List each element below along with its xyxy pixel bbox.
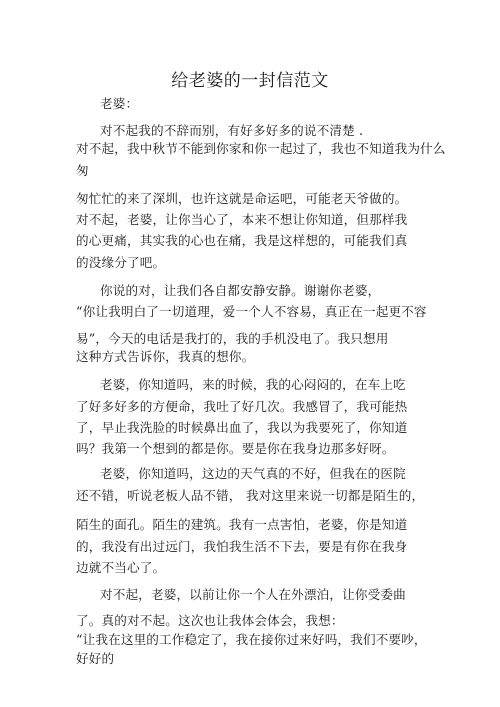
body-line-12: 老婆，你知道吗，来的时候，我的心闷闷的，在车上吃 [100, 377, 406, 392]
body-line-2: 对不起，我中秋节不能到你家和你一起过了，我也不知道我为什么 [76, 141, 446, 156]
document-title: 给老婆的一封信范文 [171, 71, 329, 91]
body-line-17: 还不错，听说老板人品不错， 我对这里来说一切都是陌生的， [76, 488, 425, 503]
body-line-18: 陌生的面孔。陌生的建筑。我有一点害怕，老婆，你是知道 [76, 517, 408, 532]
body-line-9: “你让我明白了一切道理，爱一个人不容易，真正在一起更不容 [76, 304, 427, 319]
body-line-7: 的没缘分了吧。 [76, 255, 166, 270]
body-line-3: 匆 [76, 163, 89, 178]
body-line-19: 的，我没有出过远门，我怕我生活不下去，要是有你在我身 [76, 539, 408, 554]
body-line-10: 易”，今天的电话是我打的，我的手机没电了。我只想用 [76, 331, 389, 346]
body-line-21: 对不起，老婆，以前让你一个人在外漂泊，让你受委曲 [100, 587, 406, 602]
body-line-24: 好好的 [76, 651, 115, 666]
body-line-22: 了。真的对不起。这次也让我体会体会，我想： [76, 613, 344, 628]
body-line-14: 了，早止我洗脸的时候鼻出血了，我以为我要死了，你知道 [76, 420, 408, 435]
body-line-5: 对不起，老婆，让你当心了，本来不想让你知道，但那样我 [76, 212, 408, 227]
body-line-11: 这种方式告诉你，我真的想你。 [76, 349, 255, 364]
salutation: 老婆： [100, 96, 139, 111]
body-line-15: 吗？我第一个想到的都是你。要是你在我身边那多好呀。 [76, 441, 395, 456]
body-line-4: 匆忙忙的来了深圳，也许这就是命运吧，可能老天爷做的。 [76, 191, 408, 206]
body-line-16: 老婆，你知道吗，这边的天气真的不好，但我在的医院 [100, 466, 406, 481]
body-line-13: 了好多好多的方便命，我吐了好几次。我感冒了，我可能热 [76, 399, 408, 414]
body-line-1: 对不起我的不辞而别，有好多好多的说不清楚 . [100, 123, 364, 138]
body-line-6: 的心更痛，其实我的心也在痛，我是这样想的，可能我们真 [76, 233, 408, 248]
body-line-20: 边就不当心了。 [76, 560, 166, 575]
body-line-8: 你说的对，让我们各自都安静安静。谢谢你老婆， [100, 283, 381, 298]
body-line-23: “让我在这里的工作稳定了，我在接你过来好吗，我们不要吵， [76, 632, 427, 647]
